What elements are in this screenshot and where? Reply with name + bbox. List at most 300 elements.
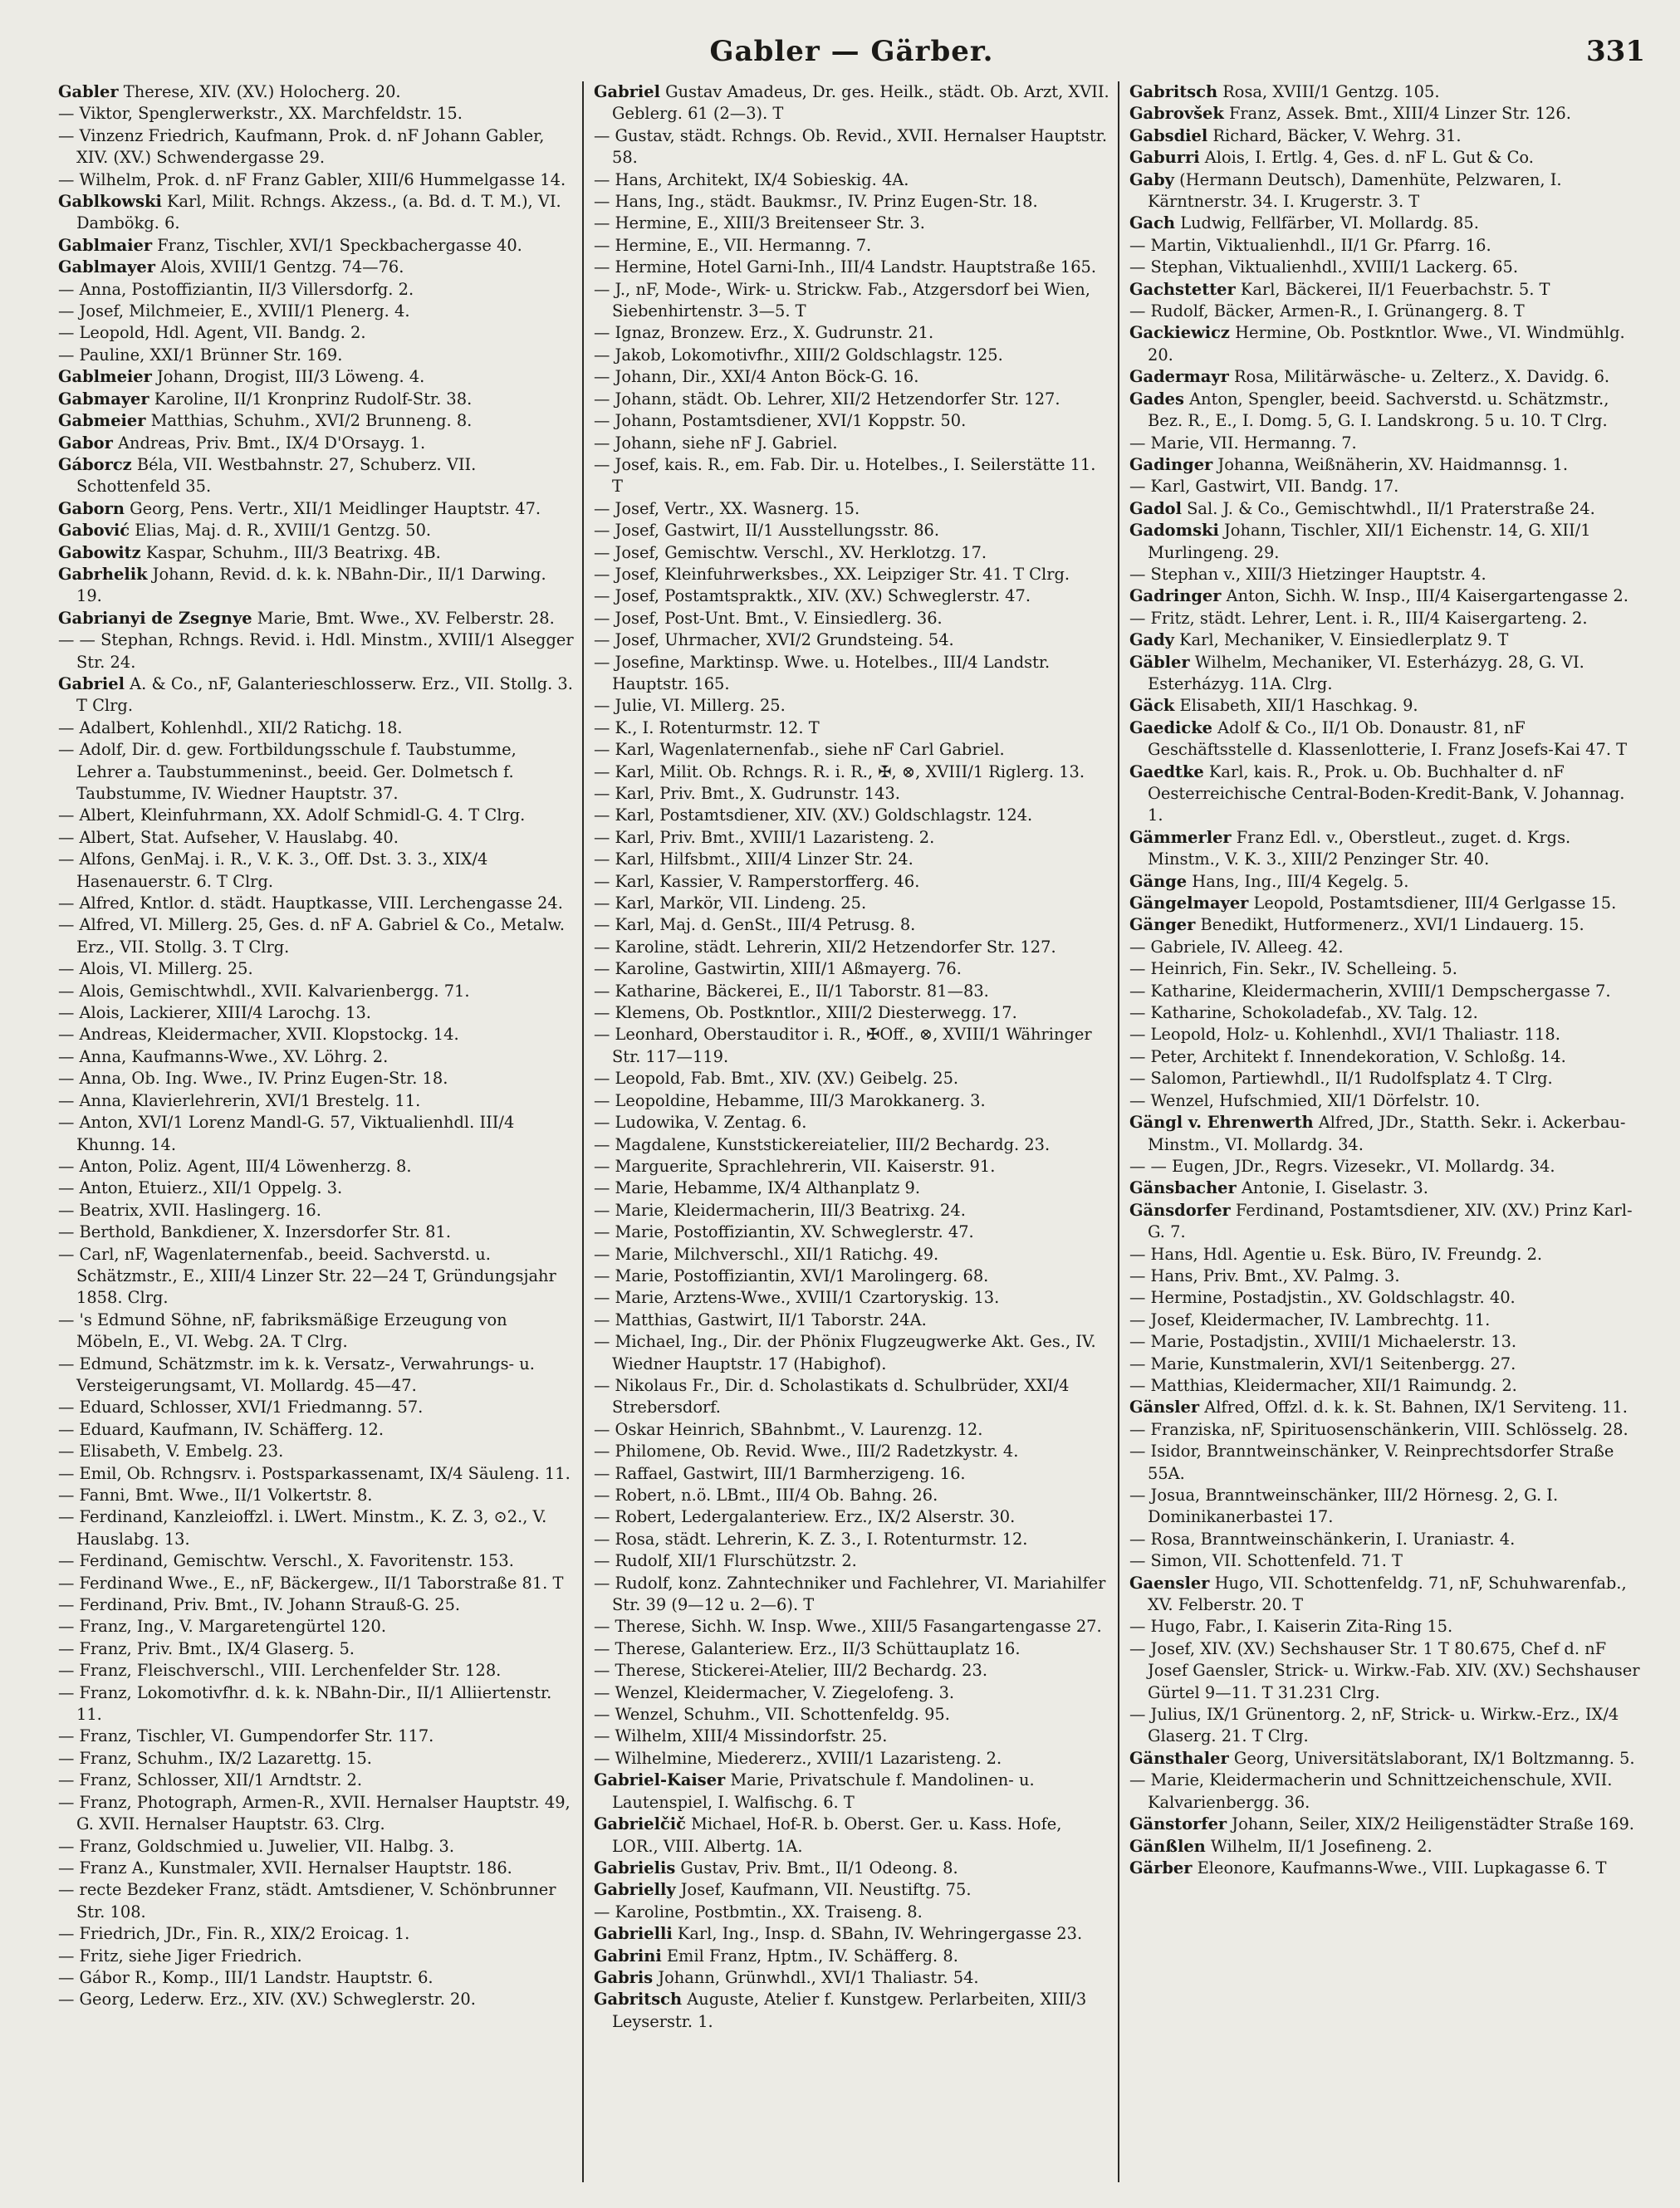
directory-entry (58, 520, 574, 541)
entry-text: — Franz, Photograph, Armen-R., XVII. Hernalser Hauptstr. 49, G. XVII. Hernalser Hauptstr. 63. Clrg. (58, 1792, 571, 1834)
entry-headword: Gaedicke (1129, 717, 1212, 737)
entry-text: — Alois, VI. Millerg. 25. (58, 959, 253, 979)
entry-text: — Marie, Kunstmalerin, XVI/1 Seitenbergg. 27. (1129, 1354, 1516, 1373)
directory-entry (594, 564, 1109, 585)
entry-text: Marie, Bmt. Wwe., XV. Felberstr. 28. (252, 608, 555, 628)
directory-entry (594, 410, 1109, 432)
directory-entry (594, 1573, 1109, 1617)
entry-text: Franz, Assek. Bmt., XIII/4 Linzer Str. 126. (1223, 104, 1571, 124)
directory-entry (1129, 564, 1645, 585)
entry-text: Andreas, Priv. Bmt., IX/4 D'Orsayg. 1. (112, 433, 426, 453)
directory-entry (58, 1682, 574, 1726)
entry-text: Franz Edl. v., Oberstleut., zuget. d. Krgs. Minstm., V. K. 3., XIII/2 Penzinger Str. 40. (1148, 827, 1571, 869)
directory-entry (58, 1221, 574, 1243)
entry-text: — Franz A., Kunstmaler, XVII. Hernalser Hauptstr. 186. (58, 1858, 512, 1878)
directory-entry (58, 410, 574, 432)
entry-headword: Gabrielli (594, 1924, 673, 1944)
entry-text: Wilhelm, II/1 Josefineng. 2. (1205, 1836, 1433, 1856)
entry-text: Rosa, XVIII/1 Gentzg. 105. (1217, 82, 1440, 101)
entry-text: — Anna, Klavierlehrerin, XVI/1 Brestelg. 11. (58, 1090, 421, 1110)
directory-entry (1129, 454, 1645, 476)
entry-headword: Gängl v. Ehrenwerth (1129, 1113, 1314, 1133)
directory-entry (1129, 235, 1645, 257)
entry-text: Alois, XVIII/1 Gentzg. 74—76. (154, 257, 404, 277)
directory-entry (1129, 585, 1645, 607)
directory-entry (58, 389, 574, 410)
entry-text: Wilhelm, Mechaniker, VI. Esterházyg. 28, G. VI. Esterházyg. 11A. Clrg. (1148, 652, 1584, 693)
directory-entry (58, 1946, 574, 1967)
entry-text: — Alois, Gemischtwhdl., XVII. Kalvarienbergg. 71. (58, 981, 470, 1001)
directory-entry (1129, 1200, 1645, 1244)
entry-text: — Leopold, Holz- u. Kohlenhdl., XVI/1 Thaliastr. 118. (1129, 1025, 1560, 1045)
entry-text: — Stephan v., XIII/3 Hietzinger Hauptstr. 4. (1129, 564, 1487, 584)
entry-text: — J., nF, Mode-, Wirk- u. Strickw. Fab., Atzgersdorf bei Wien, Siebenhirtenstr. 3—5. T (594, 279, 1090, 321)
entry-text: — Wilhelmine, Miedererz., XVIII/1 Lazaristeng. 2. (594, 1748, 1002, 1768)
entry-text: — Anton, XVI/1 Lorenz Mandl-G. 57, Viktualienhdl. III/4 Khunng. 14. (58, 1113, 515, 1154)
entry-text: — Hans, Hdl. Agentie u. Esk. Büro, IV. Freundg. 2. (1129, 1244, 1543, 1264)
directory-entry (594, 1748, 1109, 1770)
directory-entry (58, 1506, 574, 1550)
directory-entry (594, 235, 1109, 257)
directory-entry (594, 761, 1109, 783)
directory-entry (594, 1244, 1109, 1266)
entry-text: — Josef, Kleinfuhrwerksbes., XX. Leipziger Str. 41. T Clrg. (594, 564, 1070, 584)
entry-headword: Gáborcz (58, 454, 132, 474)
directory-entry (1129, 301, 1645, 322)
directory-entry (58, 608, 574, 629)
directory-entry (594, 1200, 1109, 1221)
entry-text: — Josefine, Marktinsp. Wwe. u. Hotelbes., III/4 Landstr. Hauptstr. 165. (594, 652, 1051, 693)
directory-entry (594, 1485, 1109, 1506)
entry-headword: Gämmerler (1129, 827, 1232, 847)
entry-headword: Gadermayr (1129, 367, 1229, 387)
entry-text: — Marie, Postoffiziantin, XV. Schweglerstr. 47. (594, 1222, 974, 1242)
directory-entry (58, 1792, 574, 1836)
entry-headword: Gades (1129, 389, 1184, 409)
directory-entry (58, 1112, 574, 1156)
entry-text: — Karl, Priv. Bmt., X. Gudrunstr. 143. (594, 784, 900, 803)
directory-entry (594, 805, 1109, 826)
directory-entry (58, 629, 574, 673)
entry-text: — Josef, Vertr., XX. Wasnerg. 15. (594, 498, 860, 518)
directory-entry (1129, 1375, 1645, 1397)
directory-entry (1129, 476, 1645, 497)
entry-text: — Hermine, Hotel Garni-Inh., III/4 Landstr. Hauptstraße 165. (594, 257, 1097, 277)
directory-entry (594, 1090, 1109, 1112)
entry-headword: Gänsdorfer (1129, 1200, 1231, 1220)
entry-text: — Franz, Schlosser, XII/1 Arndtstr. 2. (58, 1770, 363, 1790)
directory-entry (58, 125, 574, 169)
entry-text: — Matthias, Gastwirt, II/1 Taborstr. 24A. (594, 1310, 927, 1329)
directory-entry (1129, 981, 1645, 1002)
entry-text: Johann, Revid. d. k. k. NBahn-Dir., II/1 Darwing. 19. (76, 564, 546, 606)
entry-headword: Gady (1129, 630, 1174, 650)
entry-text: Georg, Pens. Vertr., XII/1 Meidlinger Hauptstr. 47. (124, 498, 541, 518)
directory-entry (594, 213, 1109, 234)
entry-text: — Gábor R., Komp., III/1 Landstr. Hauptstr. 6. (58, 1967, 433, 1987)
directory-entry (1129, 1002, 1645, 1024)
directory-entry (594, 608, 1109, 629)
directory-entry (1129, 1287, 1645, 1309)
directory-entry (1129, 1550, 1645, 1572)
entry-text: — Hans, Priv. Bmt., XV. Palmg. 3. (1129, 1266, 1400, 1285)
entry-text: — Alfons, GenMaj. i. R., V. K. 3., Off. Dst. 3. 3., XIX/4 Hasenauerstr. 6. T Clrg. (58, 849, 488, 891)
entry-text: — Viktor, Spenglerwerkstr., XX. Marchfeldstr. 15. (58, 104, 463, 124)
directory-entry (594, 498, 1109, 520)
entry-text: — Katharine, Bäckerei, E., II/1 Taborstr. 81—83. (594, 981, 989, 1001)
entry-text: — Rudolf, konz. Zahntechniker und Fachlehrer, VI. Mariahilfer Str. 39 (9—12 u. 2—6). T (594, 1573, 1106, 1615)
directory-entry (1129, 629, 1645, 651)
directory-entry (58, 673, 574, 717)
directory-entry (58, 279, 574, 301)
directory-entry (58, 542, 574, 564)
directory-entry (594, 1156, 1109, 1177)
entry-headword: Gablkowski (58, 192, 162, 212)
entry-text: — Johann, städt. Ob. Lehrer, XII/2 Hetzendorfer Str. 127. (594, 389, 1060, 409)
entry-text: — — Stephan, Rchngs. Revid. i. Hdl. Minstm., XVIII/1 Alsegger Str. 24. (58, 630, 574, 672)
directory-entry (594, 1002, 1109, 1024)
directory-entry (594, 125, 1109, 169)
directory-entry (1129, 1441, 1645, 1485)
entry-text: Leopold, Postamtsdiener, III/4 Gerlgasse 15. (1248, 893, 1617, 913)
entry-headword: Gabrianyi de Zsegnye (58, 608, 252, 628)
entry-headword: Gackiewicz (1129, 323, 1230, 343)
entry-text: Richard, Bäcker, V. Wehrg. 31. (1207, 125, 1462, 145)
entry-headword: Gäck (1129, 696, 1175, 716)
entry-text: — Marie, Milchverschl., XII/1 Ratichg. 49. (594, 1244, 939, 1264)
entry-text: — Leonhard, Oberstauditor i. R., ✠Off., ⊗, XVIII/1 Währinger Str. 117—119. (594, 1025, 1092, 1066)
directory-entry (1129, 1177, 1645, 1199)
entry-text: — Karl, Postamtsdiener, XIV. (XV.) Goldschlagstr. 124. (594, 805, 1033, 825)
entry-text: Johann, Drogist, III/3 Löweng. 4. (151, 367, 425, 387)
entry-text: — Ludowika, V. Zentag. 6. (594, 1113, 807, 1133)
entry-text: — Marie, Kleidermacherin und Schnittzeichenschule, XVII. Kalvarienbergg. 36. (1129, 1770, 1613, 1812)
entry-headword: Gaborn (58, 498, 125, 518)
entry-text: Hugo, VII. Schottenfeldg. 71, nF, Schuhwarenfab., XV. Felberstr. 20. T (1148, 1573, 1627, 1615)
entry-text: Michael, Hof-R. b. Oberst. Ger. u. Kass. Hofe, LOR., VIII. Albertg. 1A. (612, 1814, 1062, 1856)
entry-text: — Gabriele, IV. Alleeg. 42. (1129, 937, 1344, 957)
directory-entry (58, 1967, 574, 1989)
directory-entry (1129, 498, 1645, 520)
entry-text: Hermine, Ob. Postkntlor. Wwe., VI. Windmühlg. 20. (1148, 323, 1625, 365)
entry-text: — Therese, Sichh. W. Insp. Wwe., XIII/5 Fasangartengasse 27. (594, 1617, 1102, 1637)
directory-entry (58, 1770, 574, 1791)
directory-entry (1129, 389, 1645, 433)
entry-text: — Vinzenz Friedrich, Kaufmann, Prok. d. nF Johann Gabler, XIV. (XV.) Schwendergasse 29. (58, 125, 545, 168)
entry-text: Karl, Mechaniker, V. Einsiedlerplatz 9. T (1173, 630, 1509, 650)
entry-text: — Magdalene, Kunststickereiatelier, III/2 Bechardg. 23. (594, 1134, 1051, 1154)
entry-text: Kaspar, Schuhm., III/3 Beatrixg. 4B. (140, 542, 441, 562)
entry-text: Josef, Kaufmann, VII. Neustiftg. 75. (675, 1880, 972, 1900)
directory-entry (594, 191, 1109, 213)
directory-entry (594, 717, 1109, 739)
entry-text: — — Eugen, JDr., Regrs. Vizesekr., VI. Mollardg. 34. (1129, 1156, 1555, 1176)
entry-headword: Gänge (1129, 871, 1188, 891)
directory-entry (1129, 1836, 1645, 1858)
entry-headword: Gachstetter (1129, 279, 1236, 299)
directory-entry (594, 1770, 1109, 1814)
entry-text: — Albert, Stat. Aufseher, V. Hauslabg. 40. (58, 827, 399, 847)
entry-text: — Berthold, Bankdiener, X. Inzersdorfer Str. 81. (58, 1222, 452, 1242)
directory-entry (58, 433, 574, 454)
entry-headword: Gänsbacher (1129, 1178, 1237, 1198)
entry-text: — Marie, Postadjstin., XVIII/1 Michaelerstr. 13. (1129, 1332, 1517, 1352)
directory-entry (1129, 520, 1645, 564)
entry-headword: Gärber (1129, 1858, 1193, 1878)
directory-entry (58, 81, 574, 103)
directory-entry (1129, 1858, 1645, 1879)
directory-entry (1129, 1354, 1645, 1375)
directory-entry (1129, 1068, 1645, 1089)
directory-entry (594, 1704, 1109, 1726)
directory-entry (594, 1310, 1109, 1331)
directory-entry (58, 498, 574, 520)
directory-entry (58, 1660, 574, 1682)
entry-text: — Michael, Ing., Dir. der Phönix Flugzeugwerke Akt. Ges., IV. Wiedner Hauptstr. 17 (Habighof). (594, 1332, 1096, 1373)
entry-text: — Simon, VII. Schottenfeld. 71. T (1129, 1551, 1403, 1571)
directory-entry (58, 1726, 574, 1747)
entry-text: — Wilhelm, XIII/4 Missindorfstr. 25. (594, 1726, 888, 1746)
directory-entry (594, 1024, 1109, 1068)
entry-text: — Carl, nF, Wagenlaternenfab., beeid. Sachverstd. u. Schätzmstr., E., XIII/4 Linzer Str. 22—24 T, Gründungsjahr 1858. Clrg. (58, 1244, 556, 1308)
directory-entry (58, 981, 574, 1002)
directory-entry (58, 1156, 574, 1177)
entry-text: — Rosa, städt. Lehrerin, K. Z. 3., I. Rotenturmstr. 12. (594, 1529, 1028, 1549)
entry-text: — Franz, Ing., V. Margaretengürtel 120. (58, 1617, 386, 1637)
entry-text: — Marie, Arztens-Wwe., XVIII/1 Czartoryskig. 13. (594, 1288, 1000, 1308)
entry-text: — Ignaz, Bronzew. Erz., X. Gudrunstr. 21. (594, 323, 934, 343)
directory-entry (594, 1879, 1109, 1901)
entry-text: — Leopoldine, Hebamme, III/3 Marokkanerg. 3. (594, 1090, 986, 1110)
directory-entry (1129, 1090, 1645, 1112)
directory-entry (594, 1902, 1109, 1923)
directory-entry (58, 1638, 574, 1660)
entry-text: Therese, XIV. (XV.) Holocherg. 20. (118, 82, 401, 101)
directory-entry (58, 958, 574, 980)
entry-text: — Nikolaus Fr., Dir. d. Scholastikats d. Schulbrüder, XXI/4 Strebersdorf. (594, 1375, 1070, 1417)
directory-entry (594, 1441, 1109, 1462)
entry-headword: Gadringer (1129, 586, 1222, 606)
directory-entry (58, 366, 574, 388)
directory-entry (1129, 1748, 1645, 1770)
directory-entry (58, 454, 574, 498)
directory-entry (1129, 1573, 1645, 1617)
entry-text: — Johann, Postamtsdiener, XVI/1 Koppstr. 50. (594, 411, 967, 431)
entry-text: — Franziska, nF, Spirituosenschänkerin, VIII. Schlösselg. 28. (1129, 1419, 1629, 1439)
directory-entry (594, 1506, 1109, 1528)
entry-headword: Gänsthaler (1129, 1748, 1229, 1768)
entry-text: A. & Co., nF, Galanterieschlosserw. Erz., VII. Stollg. 3. T Clrg. (76, 673, 573, 716)
directory-entry (58, 1177, 574, 1199)
entry-text: — Ferdinand Wwe., E., nF, Bäckergew., II/1 Taborstraße 81. T (58, 1573, 564, 1593)
directory-entry (58, 893, 574, 914)
directory-entry (594, 629, 1109, 651)
directory-entry (594, 1660, 1109, 1682)
entry-text: — Franz, Lokomotivfhr. d. k. k. NBahn-Dir., II/1 Alliiertenstr. 11. (58, 1682, 552, 1725)
directory-entry (58, 1046, 574, 1068)
directory-entry (594, 1419, 1109, 1441)
directory-entry (594, 1463, 1109, 1485)
entry-text: — Karl, Milit. Ob. Rchngs. R. i. R., ✠, ⊗, XVIII/1 Riglerg. 13. (594, 761, 1085, 781)
entry-text: — Eduard, Schlosser, XVI/1 Friedmanng. 57. (58, 1398, 424, 1417)
directory-entry (594, 652, 1109, 696)
entry-text: Johanna, Weißnäherin, XV. Haidmannsg. 1. (1212, 454, 1569, 474)
directory-entry (594, 81, 1109, 125)
entry-text: — Isidor, Branntweinschänker, V. Reinprechtsdorfer Straße 55A. (1129, 1442, 1614, 1483)
entry-text: — Hugo, Fabr., I. Kaiserin Zita-Ring 15. (1129, 1617, 1453, 1637)
directory-entry (594, 1989, 1109, 2033)
entry-text: — Andreas, Kleidermacher, XVII. Klopstockg. 14. (58, 1025, 459, 1045)
entry-headword: Gaby (1129, 169, 1174, 189)
entry-text: — Franz, Fleischverschl., VIII. Lerchenfelder Str. 128. (58, 1661, 502, 1681)
entry-text: — Klemens, Ob. Postkntlor., XIII/2 Diesterwegg. 17. (594, 1003, 1017, 1023)
directory-entry (594, 1814, 1109, 1858)
directory-entry (594, 827, 1109, 849)
entry-text: — Franz, Priv. Bmt., IX/4 Glaserg. 5. (58, 1638, 355, 1658)
directory-entry (1129, 1112, 1645, 1156)
entry-text: Georg, Universitätslaborant, IX/1 Boltzmanng. 5. (1228, 1748, 1635, 1768)
entry-text: — Martin, Viktualienhdl., II/1 Gr. Pfarrg. 16. (1129, 235, 1491, 255)
entry-text: — Franz, Schuhm., IX/2 Lazarettg. 15. (58, 1748, 372, 1768)
directory-entry (1129, 1770, 1645, 1814)
entry-text: — Beatrix, XVII. Haslingerg. 16. (58, 1200, 321, 1220)
entry-text: — Karoline, städt. Lehrerin, XII/2 Hetzendorfer Str. 127. (594, 937, 1056, 957)
directory-entry (58, 1858, 574, 1879)
directory-entry (1129, 958, 1645, 980)
entry-text: — Raffael, Gastwirt, III/1 Barmherzigeng. 16. (594, 1463, 966, 1483)
directory-entry (58, 1441, 574, 1462)
entry-text: — Rudolf, XII/1 Flurschützstr. 2. (594, 1551, 857, 1571)
directory-entry (58, 1310, 574, 1354)
entry-text: Ludwig, Fellfärber, VI. Mollardg. 85. (1175, 213, 1479, 233)
entry-text: — Hermine, E., XIII/3 Breitenseer Str. 3. (594, 213, 925, 233)
entry-text: Marie, Privatschule f. Mandolinen- u. Lautenspiel, I. Walfischg. 6. T (612, 1770, 1035, 1812)
directory-entry (58, 1989, 574, 2010)
directory-entry (594, 1287, 1109, 1309)
directory-entry (58, 301, 574, 322)
entry-headword: Gabowitz (58, 542, 141, 562)
directory-entry (1129, 1616, 1645, 1638)
entry-text: — Josef, XIV. (XV.) Sechshauser Str. 1 T 80.675, Chef d. nF Josef Gaensler, Strick- u. Wirkw.-Fab. XIV. (XV.) Sechshauser Gürtel 9—11. T 31.231 Clrg. (1129, 1638, 1640, 1702)
directory-entry (1129, 695, 1645, 717)
entry-headword: Gabrielčič (594, 1814, 686, 1834)
entry-text: — Alfred, VI. Millerg. 25, Ges. d. nF A. Gabriel & Co., Metalw. Erz., VII. Stollg. 3. T Clrg. (58, 915, 565, 957)
entry-headword: Gabler (58, 82, 119, 101)
entry-text: — Josef, Uhrmacher, XVI/2 Grundsteing. 54. (594, 630, 954, 650)
entry-text: — Stephan, Viktualienhdl., XVIII/1 Lackerg. 65. (1129, 257, 1518, 277)
entry-text: — Marie, Hebamme, IX/4 Althanplatz 9. (594, 1178, 921, 1198)
directory-entry (594, 937, 1109, 958)
entry-text: — K., I. Rotenturmstr. 12. T (594, 717, 820, 737)
entry-text: — Salomon, Partiewhdl., II/1 Rudolfsplatz 4. T Clrg. (1129, 1069, 1553, 1089)
directory-entry (58, 1485, 574, 1506)
entry-text: Eleonore, Kaufmanns-Wwe., VIII. Lupkagasse 6. T (1192, 1858, 1607, 1878)
directory-entry (58, 717, 574, 739)
directory-entry (1129, 1814, 1645, 1835)
directory-entry (1129, 914, 1645, 936)
entry-text: — Fritz, städt. Lehrer, Lent. i. R., III/4 Kaisergarteng. 2. (1129, 608, 1588, 628)
directory-entry (1129, 827, 1645, 871)
directory-entry (594, 322, 1109, 344)
entry-text: — Marie, Kleidermacherin, III/3 Beatrixg. 24. (594, 1200, 966, 1220)
entry-headword: Gablmayer (58, 257, 155, 277)
directory-entry (58, 1616, 574, 1638)
directory-entry (58, 257, 574, 278)
entry-headword: Gabriel-Kaiser (594, 1770, 726, 1790)
entry-text: — Karl, Markör, VII. Lindeng. 25. (594, 893, 867, 913)
directory-entry (58, 1550, 574, 1572)
entry-text: — Karl, Priv. Bmt., XVIII/1 Lazaristeng. 2. (594, 827, 935, 847)
directory-entry (58, 1463, 574, 1485)
directory-entry (594, 1529, 1109, 1550)
entry-text: — Adolf, Dir. d. gew. Fortbildungsschule f. Taubstumme, Lehrer a. Taubstummeninst., beeid. Ger. Dolmetsch f. Taubstumme, IV. Wiedner Hauptstr. 37. (58, 740, 517, 803)
directory-entry (1129, 366, 1645, 388)
entry-text: — Johann, Dir., XXI/4 Anton Böck-G. 16. (594, 367, 919, 387)
entry-text: Rosa, Militärwäsche- u. Zelterz., X. Davidg. 6. (1228, 367, 1610, 387)
directory-entry (594, 1858, 1109, 1879)
directory-entry (1129, 1485, 1645, 1529)
directory-entry (594, 958, 1109, 980)
entry-text: — Alois, Lackierer, XIII/4 Larochg. 13. (58, 1003, 371, 1023)
directory-entry (1129, 1266, 1645, 1287)
directory-entry (1129, 433, 1645, 454)
entry-headword: Gabritsch (594, 1990, 683, 2010)
entry-text: — Oskar Heinrich, SBahnbmt., V. Laurenzg. 12. (594, 1419, 983, 1439)
entry-text: — Karl, Wagenlaternenfab., siehe nF Carl Gabriel. (594, 740, 1005, 760)
column-middle (582, 81, 1109, 2182)
directory-entry (594, 849, 1109, 870)
entry-text: Elias, Maj. d. R., XVIII/1 Gentzg. 50. (130, 521, 432, 541)
directory-entry (594, 279, 1109, 323)
entry-text: — Hermine, Postadjstin., XV. Goldschlagstr. 40. (1129, 1288, 1516, 1308)
entry-text: — Julius, IX/1 Grünentorg. 2, nF, Strick- u. Wirkw.-Erz., IX/4 Glaserg. 21. T Clrg. (1129, 1705, 1619, 1746)
entry-text: Anton, Spengler, beeid. Sachverstd. u. Schätzmstr., Bez. R., E., I. Domg. 5, G. I. Landskrong. 5 u. 10. T Clrg. (1148, 389, 1609, 431)
directory-entry (58, 1397, 574, 1418)
directory-entry (594, 1221, 1109, 1243)
directory-entry (58, 322, 574, 344)
entry-text: — Leopold, Hdl. Agent, VII. Bandg. 2. (58, 323, 366, 343)
directory-entry (1129, 213, 1645, 234)
entry-text: — Albert, Kleinfuhrmann, XX. Adolf Schmidl-G. 4. T Clrg. (58, 805, 526, 825)
directory-entry (1129, 1156, 1645, 1177)
directory-entry (58, 1068, 574, 1089)
directory-entry (594, 454, 1109, 498)
entry-headword: Gänstorfer (1129, 1814, 1227, 1834)
directory-entry (594, 695, 1109, 717)
columns-container (58, 81, 1645, 2182)
directory-entry (1129, 761, 1645, 827)
entry-headword: Gabmayer (58, 389, 149, 409)
entry-text: — Marguerite, Sprachlehrerin, VII. Kaiserstr. 91. (594, 1156, 996, 1176)
directory-entry (1129, 608, 1645, 629)
entry-text: — Emil, Ob. Rchngsrv. i. Postsparkassenamt, IX/4 Säuleng. 11. (58, 1463, 571, 1483)
entry-text: — Marie, Postoffiziantin, XVI/1 Marolingerg. 68. (594, 1266, 989, 1285)
directory-entry (58, 564, 574, 608)
entry-text: Emil Franz, Hptm., IV. Schäfferg. 8. (661, 1946, 958, 1966)
entry-headword: Gabritsch (1129, 82, 1218, 101)
entry-headword: Gabrini (594, 1946, 662, 1966)
directory-entry (1129, 871, 1645, 893)
entry-headword: Gabriel (594, 82, 660, 101)
page-header (58, 32, 1645, 81)
entry-headword: Gablmeier (58, 367, 152, 387)
entry-headword: Gabmeier (58, 411, 146, 431)
entry-text: — Eduard, Kaufmann, IV. Schäfferg. 12. (58, 1419, 384, 1439)
entry-text: (Hermann Deutsch), Damenhüte, Pelzwaren, I. Kärntnerstr. 34. I. Krugerstr. 3. T (1148, 169, 1562, 212)
directory-entry (58, 805, 574, 826)
directory-entry (58, 1002, 574, 1024)
directory-entry (1129, 717, 1645, 761)
